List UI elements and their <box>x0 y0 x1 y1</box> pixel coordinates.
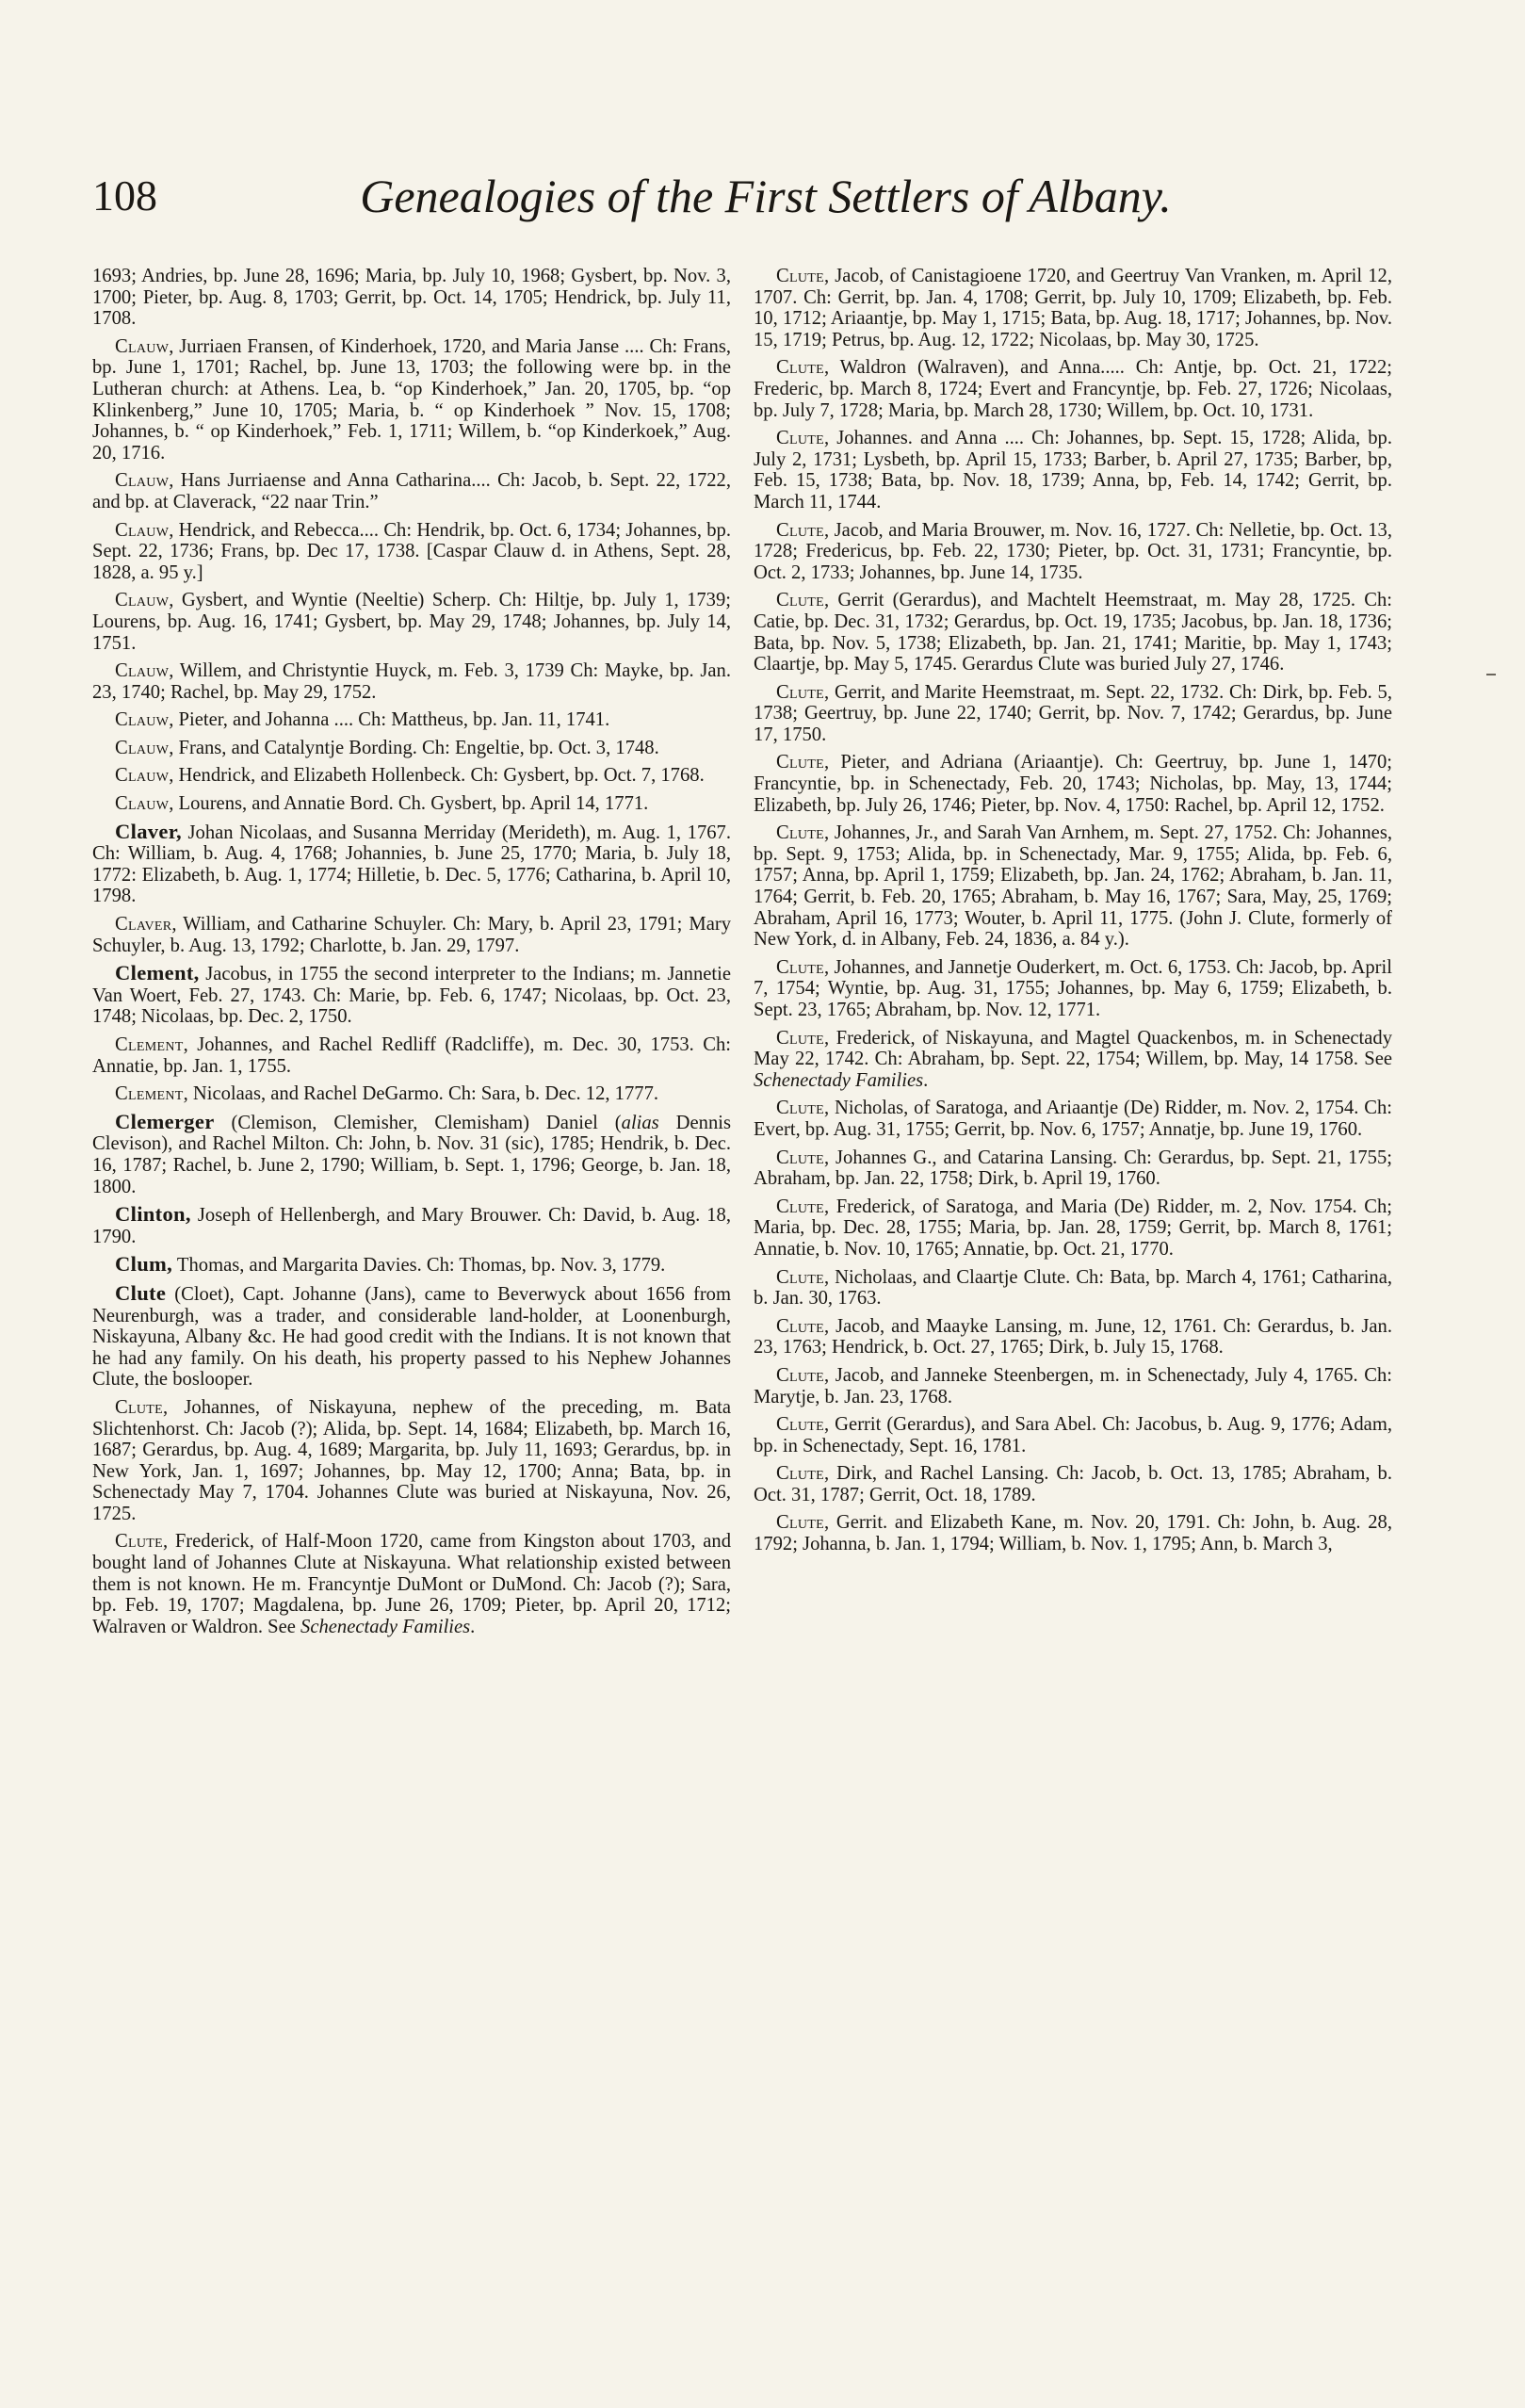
genealogy-entry <box>92 793 731 815</box>
entry-text: , Johannes, and Rachel Redliff (Radcliffe), m. Dec. 30, 1753. Ch: Annatie, bp. Jan. 1, 1755. <box>92 1034 731 1077</box>
running-title: Genealogies of the First Settlers of Albany. <box>360 170 1172 222</box>
entry-text: Joseph of Hellenbergh, and Mary Brouwer. Ch: David, b. Aug. 18, 1790. <box>92 1205 731 1247</box>
entry-text: (Cloet), Capt. Johanne (Jans), came to Beverwyck about 1656 from Neurenburgh, was a trader, and considerable land-holder, at Loonenburgh, Niskayuna, Albany &c. He had good credit with the Indians. It is not known that he had any family. On his death, his property passed to his Nephew Johannes Clute, the boslooper. <box>92 1283 731 1391</box>
genealogy-entry <box>92 660 731 703</box>
entry-text: , Johannes. and Anna .... Ch: Johannes, bp. Sept. 15, 1728; Alida, bp. July 2, 1731; Lysbeth, bp. April 15, 1733; Barber, b. April 27, 1735; Barber, bp, Feb. 15, 1738; Bata, bp. Nov. 18, 1739; Anna, bp, Feb. 14, 1742; Gerrit, bp. March 11, 1744. <box>754 428 1392 513</box>
entry-surname: Clauw <box>115 793 170 815</box>
entry-text: , Nicholaas, and Claartje Clute. Ch: Bata, bp. March 4, 1761; Catharina, b. Jan. 30, 1763. <box>754 1266 1392 1310</box>
genealogy-entry <box>754 1316 1392 1359</box>
entry-surname: Clute <box>115 1280 167 1305</box>
entry-text: , Johannes, and Jannetje Ouderkert, m. Oct. 6, 1753. Ch: Jacob, bp. April 7, 1754; Wyntie, bp. Aug. 31, 1755; Johannes, bp. May 6, 1759; Elizabeth, b. Sept. 23, 1765; Abraham, bp. Nov. 12, 1771. <box>754 956 1392 1020</box>
entry-surname: Clauw <box>115 737 170 758</box>
page-number: 108 <box>92 171 157 220</box>
entry-text: , Dirk, and Rachel Lansing. Ch: Jacob, b. Oct. 13, 1785; Abraham, b. Oct. 31, 1787; Gerrit, Oct. 18, 1789. <box>754 1463 1392 1505</box>
entry-tail-text: . <box>923 1069 929 1091</box>
entry-surname: Clute <box>776 357 825 379</box>
entry-text: , Jacob, and Maria Brouwer, m. Nov. 16, 1727. Ch: Nelletie, bp. Oct. 13, 1728; Fredericus, bp. Feb. 22, 1730; Pieter, bp. Oct. 31, 1731; Francyntie, bp. Oct. 2, 1733; Johannes, bp. June 14, 1735. <box>754 519 1392 583</box>
entry-surname: Clute <box>776 1027 825 1049</box>
entry-text: , Hans Jurriaense and Anna Catharina.... Ch: Jacob, b. Sept. 22, 1722, and bp. at Claverack, “22 naar Trin.” <box>92 470 731 513</box>
genealogy-entry <box>754 682 1392 746</box>
entry-text: , Gerrit (Gerardus), and Machtelt Heemstraat, m. May 28, 1725. Ch: Catie, bp. Dec. 31, 1732; Gerardus, bp. Oct. 19, 1735; Jacobus, bp. Jan. 18, 1736; Bata, bp. Nov. 5, 1738; Elizabeth, bp. Jan. 21, 1741; Maritie, bp. May 1, 1743; Claartje, bp. May 5, 1745. Gerardus Clute was buried July 27, 1746. <box>754 590 1392 675</box>
entry-text: , Gerrit, and Marite Heemstraat, m. Sept. 22, 1732. Ch: Dirk, bp. Feb. 5, 1738; Geertruy, bp. June 22, 1740; Gerrit, bp. Nov. 7, 1742; Gerardus, bp. June 17, 1750. <box>754 681 1392 745</box>
entry-surname: Clute <box>776 681 825 703</box>
entry-surname: Clute <box>776 1463 825 1485</box>
genealogy-entry <box>754 752 1392 816</box>
entry-text: , Waldron (Walraven), and Anna..... Ch: Antje, bp. Oct. 21, 1722; Frederic, bp. March 8, 1724; Evert and Francyntje, bp. Feb. 27, 1726; Nicolaas, bp. July 7, 1728; Maria, bp. March 28, 1730; Willem, bp. Oct. 10, 1731. <box>754 357 1392 421</box>
entry-text: (Clemison, Clemisher, Clemisham) Daniel ( <box>214 1112 622 1133</box>
entry-surname: Clauw <box>115 660 170 682</box>
entry-text: , Hendrick, and Elizabeth Hollenbeck. Ch: Gysbert, bp. Oct. 7, 1768. <box>169 765 705 787</box>
entry-surname: Claver, <box>115 819 182 843</box>
entry-surname: Clauw <box>115 335 170 357</box>
genealogy-entry <box>754 1463 1392 1505</box>
entry-surname: Clute <box>776 1512 825 1534</box>
entry-tail-text: . <box>470 1616 476 1637</box>
genealogy-entry <box>92 520 731 584</box>
entry-text: , Frederick, of Half-Moon 1720, came from Kingston about 1703, and bought land of Johannes Clute at Niskayuna. What relationship existed between them is not known. He m. Francyntje DuMont or DuMond. Ch: Jacob (?); Sara, bp. Feb. 19, 1707; Magdalena, bp. June 26, 1709; Pieter, bp. April 20, 1712; Walraven or Waldron. See <box>92 1531 731 1637</box>
entry-surname: Clute <box>115 1396 164 1418</box>
entry-surname: Clute <box>776 1147 825 1168</box>
genealogy-entry <box>754 357 1392 421</box>
right-column <box>754 266 1392 2338</box>
genealogy-entry <box>92 709 731 731</box>
entry-text: , Frederick, of Saratoga, and Maria (De) Ridder, m. 2, Nov. 1754. Ch; Maria, bp. Dec. 28, 1755; Maria, bp. Jan. 28, 1759; Gerrit, bp. March 8, 1761; Annatie, b. Nov. 10, 1765; Annatie, bp. Oct. 21, 1770. <box>754 1196 1392 1260</box>
genealogy-entry <box>754 590 1392 675</box>
genealogy-entry <box>754 1147 1392 1190</box>
margin-mark <box>1486 674 1496 675</box>
entry-surname: Clum, <box>115 1252 173 1277</box>
entry-surname: Clute <box>776 1196 825 1217</box>
genealogy-entry <box>92 1204 731 1247</box>
entry-text: , Johannes G., and Catarina Lansing. Ch: Gerardus, bp. Sept. 21, 1755; Abraham, bp. Jan. 22, 1758; Dirk, b. April 19, 1760. <box>754 1147 1392 1190</box>
genealogy-entry <box>754 1365 1392 1407</box>
genealogy-entry <box>92 1397 731 1525</box>
entry-text: , Nicholas, of Saratoga, and Ariaantje (De) Ridder, m. Nov. 2, 1754. Ch: Evert, bp. Aug. 31, 1755; Gerrit, bp. Nov. 6, 1757; Annatje, bp. June 19, 1760. <box>754 1098 1392 1140</box>
entry-surname: Clute <box>776 1098 825 1119</box>
genealogy-entry <box>92 1531 731 1637</box>
genealogy-entry <box>92 819 731 907</box>
entry-text: 1693; Andries, bp. June 28, 1696; Maria, bp. July 10, 1968; Gysbert, bp. Nov. 3, 1700; Pieter, bp. Aug. 8, 1703; Gerrit, bp. Oct. 14, 1705; Hendrick, bp. July 11, 1708. <box>92 266 731 330</box>
entry-surname: Clute <box>776 752 825 773</box>
genealogy-entry <box>92 1083 731 1105</box>
genealogy-entry <box>92 266 731 330</box>
entry-text: , Frans, and Catalyntje Bording. Ch: Engeltie, bp. Oct. 3, 1748. <box>169 737 659 758</box>
entry-text: Jacobus, in 1755 the second interpreter to the Indians; m. Jannetie Van Woert, Feb. 27, 1743. Ch: Marie, bp. Feb. 6, 1747; Nicolaas, bp. Oct. 23, 1748; Nicolaas, bp. Dec. 2, 1750. <box>92 964 731 1028</box>
genealogy-entry <box>754 266 1392 350</box>
entry-surname: Clement, <box>115 961 200 985</box>
entry-surname: Clute <box>115 1531 164 1553</box>
genealogy-entry <box>754 428 1392 513</box>
genealogy-entry <box>754 520 1392 584</box>
entry-tail-text: Dennis Clevison), and Rachel Milton. Ch: John, b. Nov. 31 (sic), 1785; Hendrik, b. Dec. 16, 1787; Rachel, b. June 2, 1790; William, b. Sept. 1, 1796; George, b. Jan. 18, 1800. <box>92 1112 731 1197</box>
genealogy-entry <box>92 914 731 956</box>
genealogy-entry <box>754 1267 1392 1310</box>
entry-text: , William, and Catharine Schuyler. Ch: Mary, b. April 23, 1791; Mary Schuyler, b. Aug. 13, 1792; Charlotte, b. Jan. 29, 1797. <box>92 914 731 956</box>
entry-surname: Claver <box>115 914 172 936</box>
entry-text: , Nicolaas, and Rachel DeGarmo. Ch: Sara, b. Dec. 12, 1777. <box>183 1083 659 1105</box>
genealogy-entry <box>754 822 1392 951</box>
entry-surname: Clute <box>776 428 825 449</box>
entry-text: , Jacob, and Janneke Steenbergen, m. in Schenectady, July 4, 1765. Ch: Marytje, b. Jan. 23, 1768. <box>754 1364 1392 1407</box>
entry-surname: Clute <box>776 266 825 286</box>
entry-surname: Clauw <box>115 519 170 541</box>
entry-text: , Johannes, of Niskayuna, nephew of the preceding, m. Bata Slichtenhorst. Ch: Jacob (?); Alida, bp. Sept. 14, 1684; Elizabeth, bp. March 16, 1687; Gerardus, bp. Aug. 4, 1689; Margarita, bp. July 11, 1693; Gerardus, bp. in New York, Jan. 1, 1697; Johannes, bp. May 12, 1700; Anna; Bata, bp. in Schenectady May 7, 1704. Johannes Clute was buried at Niskayuna, Nov. 26, 1725. <box>92 1396 731 1524</box>
entry-surname: Clute <box>776 1315 825 1337</box>
entry-surname: Clinton, <box>115 1202 191 1227</box>
genealogy-entry <box>754 1196 1392 1261</box>
entry-text: , Pieter, and Adriana (Ariaantje). Ch: Geertruy, bp. June 1, 1470; Francyntie, bp. in Schenectady, Feb. 20, 1743; Nicholas, bp. May, 13, 1744; Elizabeth, bp. July 26, 1746; Pieter, bp. Nov. 4, 1750: Rachel, bp. April 12, 1752. <box>754 752 1392 816</box>
entry-surname: Clement <box>115 1083 184 1105</box>
page-header <box>92 170 1439 236</box>
genealogy-entry <box>754 957 1392 1021</box>
entry-text: , Gysbert, and Wyntie (Neeltie) Scherp. Ch: Hiltje, bp. July 1, 1739; Lourens, bp. Aug. 16, 1741; Gysbert, bp. May 29, 1748; Johannes, bp. July 14, 1751. <box>92 590 731 654</box>
entry-surname: Clute <box>776 1364 825 1386</box>
entry-surname: Clauw <box>115 590 170 611</box>
entry-text: , Gerrit. and Elizabeth Kane, m. Nov. 20, 1791. Ch: John, b. Aug. 28, 1792; Johanna, b. Jan. 1, 1794; William, b. Nov. 1, 1795; Ann, b. March 3, <box>754 1512 1392 1555</box>
genealogy-entry <box>92 1254 731 1277</box>
genealogy-entry <box>92 336 731 464</box>
genealogy-entry <box>92 765 731 787</box>
entry-text: , Johannes, Jr., and Sarah Van Arnhem, m. Sept. 27, 1752. Ch: Johannes, bp. Sept. 9, 1753; Alida, bp. in Schenectady, Mar. 9, 1755; Alida, bp. Feb. 6, 1757; Anna, bp. April 1, 1759; Elizabeth, bp. Jan. 24, 1762; Abraham, b. Jan. 11, 1764; Gerrit, b. Feb. 20, 1765; Abraham, b. May 16, 1767; Sara, May, 25, 1769; Abraham, April 16, 1773; Wouter, b. April 11, 1775. (John J. Clute, formerly of New York, d. in Albany, Feb. 24, 1836, a. 84 y.). <box>754 822 1392 951</box>
entry-surname: Clement <box>115 1034 184 1055</box>
entry-text: , Jurriaen Fransen, of Kinderhoek, 1720, and Maria Janse .... Ch: Frans, bp. June 1, 1701; Rachel, bp. June 13, 1703; the following were bp. in the Lutheran church: at Athens. Lea, b. “op Kinderhoek,” Jan. 20, 1705, bp. “op Klinkenberg,” June 10, 1705; Maria, b. “ op Kinderhoek ” Nov. 15, 1708; Johannes, b. “ op Kinderhoek,” Feb. 1, 1711; Willem, b. “op Kinderkoek,” Aug. 20, 1716. <box>92 335 731 464</box>
entry-surname: Clute <box>776 1414 825 1436</box>
genealogy-entry <box>92 1280 731 1391</box>
genealogy-entry <box>92 1034 731 1077</box>
entry-text: Thomas, and Margarita Davies. Ch: Thomas, bp. Nov. 3, 1779. <box>172 1255 666 1277</box>
entry-text: , Frederick, of Niskayuna, and Magtel Quackenbos, m. in Schenectady May 22, 1742. Ch: Abraham, bp. Sept. 22, 1754; Willem, bp. May, 14 1758. See <box>754 1027 1392 1070</box>
genealogy-entry <box>754 1414 1392 1456</box>
entry-italic-text: Schenectady Families <box>300 1616 471 1637</box>
entry-surname: Clemerger <box>115 1109 215 1133</box>
entry-text: , Jacob, and Maayke Lansing, m. June, 12, 1761. Ch: Gerardus, b. Jan. 23, 1763; Hendrick, b. Oct. 27, 1765; Dirk, b. July 15, 1768. <box>754 1315 1392 1359</box>
entry-text: Johan Nicolaas, and Susanna Merriday (Merideth), m. Aug. 1, 1767. Ch: William, b. Aug. 4, 1768; Johannies, b. June 25, 1770; Maria, b. July 18, 1772: Elizabeth, b. Aug. 1, 1774; Hilletie, b. Dec. 5, 1776; Catharina, b. April 10, 1798. <box>92 822 731 907</box>
entry-italic-text: alias <box>621 1112 659 1133</box>
genealogy-entry <box>754 1098 1392 1140</box>
genealogy-entry <box>92 963 731 1028</box>
text-columns <box>92 266 1441 2338</box>
entry-text: , Gerrit (Gerardus), and Sara Abel. Ch: Jacobus, b. Aug. 9, 1776; Adam, bp. in Schenectady, Sept. 16, 1781. <box>754 1414 1392 1456</box>
entry-text: , Jacob, of Canistagioene 1720, and Geertruy Van Vranken, m. April 12, 1707. Ch: Gerrit, bp. Jan. 4, 1708; Gerrit, bp. July 10, 1709; Elizabeth, bp. Feb. 10, 1712; Ariaantje, bp. May 1, 1715; Bata, bp. Aug. 18, 1717; Johannes, bp. Nov. 15, 1719; Petrus, bp. Aug. 12, 1722; Nicolaas, bp. May 30, 1725. <box>754 266 1392 350</box>
left-column <box>92 266 731 2338</box>
entry-text: , Willem, and Christyntie Huyck, m. Feb. 3, 1739 Ch: Mayke, bp. Jan. 23, 1740; Rachel, bp. May 29, 1752. <box>92 660 731 703</box>
genealogy-entry <box>92 1109 731 1197</box>
genealogy-entry <box>92 590 731 654</box>
genealogy-entry <box>92 738 731 759</box>
genealogy-entry <box>754 1512 1392 1554</box>
genealogy-entry <box>754 1028 1392 1092</box>
entry-surname: Clauw <box>115 765 170 787</box>
entry-surname: Clauw <box>115 709 170 731</box>
genealogy-entry <box>92 470 731 513</box>
entry-italic-text: Schenectady Families <box>754 1069 924 1091</box>
entry-surname: Clute <box>776 519 825 541</box>
entry-surname: Clauw <box>115 470 170 492</box>
entry-text: , Hendrick, and Rebecca.... Ch: Hendrik, bp. Oct. 6, 1734; Johannes, bp. Sept. 22, 1736; Frans, bp. Dec 17, 1738. [Caspar Clauw d. in Athens, Sept. 28, 1828, a. 95 y.] <box>92 519 731 583</box>
entry-text: , Pieter, and Johanna .... Ch: Mattheus, bp. Jan. 11, 1741. <box>169 709 610 731</box>
entry-surname: Clute <box>776 956 825 978</box>
entry-text: , Lourens, and Annatie Bord. Ch. Gysbert, bp. April 14, 1771. <box>169 793 649 815</box>
entry-surname: Clute <box>776 1266 825 1288</box>
entry-surname: Clute <box>776 590 825 611</box>
entry-surname: Clute <box>776 822 825 844</box>
